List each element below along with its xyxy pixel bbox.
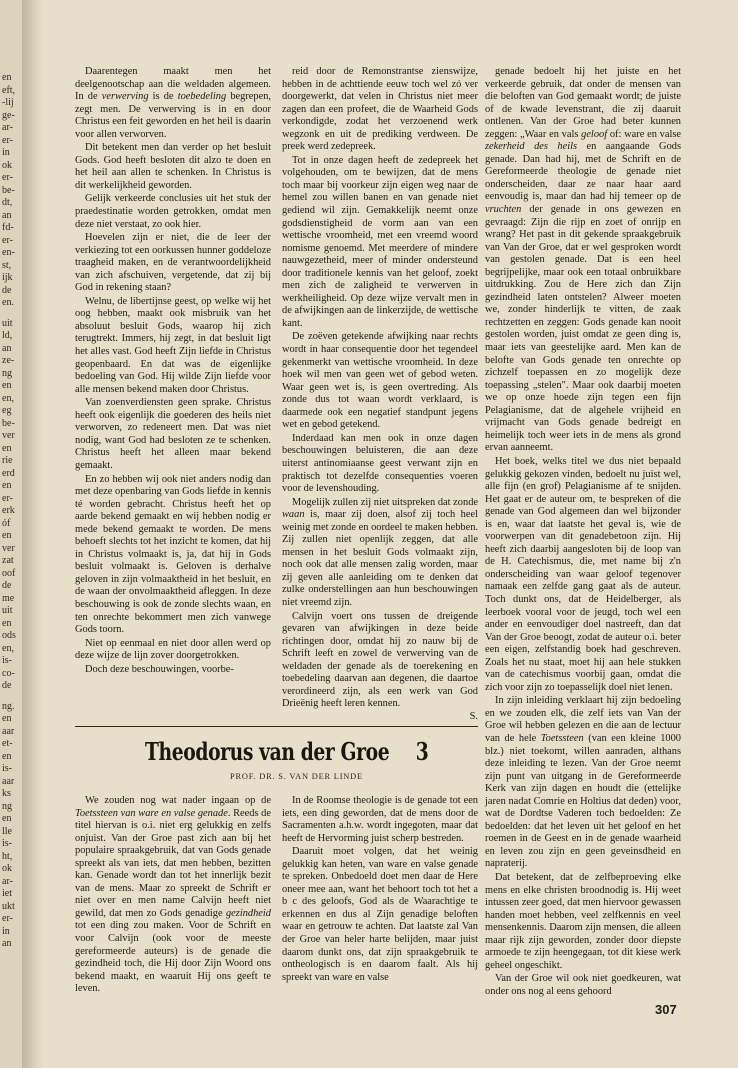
paragraph: Gelijk verkeerde conclusies uit het stuk der praedestinatie worden getrokken, omdat men deze niet verstaat, zo ook hier. [75, 193, 271, 230]
paragraph: Niet op eenmaal en niet door allen werd op deze wijze de lijn zover doorgetrokken. [75, 637, 271, 662]
paragraph: Van der Groe wil ook niet goedkeuren, wat onder ons nog al eens gehoord [485, 973, 681, 997]
previous-page-fragment: en [2, 713, 12, 724]
previous-page-fragment: is- [2, 655, 12, 666]
previous-page-fragment: et- [2, 738, 13, 749]
previous-page-fragment: en [2, 750, 12, 762]
previous-page-fragment: er- [2, 913, 13, 924]
previous-page-fragment: iet [2, 888, 12, 899]
paragraph: We zouden nog wat nader ingaan op de Toetssteen van ware en valse genade. Reeds de titel hiervan is o.i. niet erg gelukkig en zelfs onjuist. Van der Groe past zich aan bij het populaire spraakgebruik, dat van Gods genade spreekt als van iets, dat men hebben, bezitten kan. Genade wordt dan tot het innerlijk bezit van de mens. Maar zo spreekt de Schrift er niet over en men name Calvijn heeft niet gewild, dat men zo Gods genadige gezindheid tot een ding zou maken. Voor de Schrift en voor Calvijn (ook voor de meeste gereformeerde auteurs) is de genade die gezindheid toch, die Hij door Zijn Woord ons bekend maakt, en waaruit Hij ons geeft te leven. [75, 795, 271, 995]
paragraph: Calvijn voert ons tussen de dreigende gevaren van afwijkingen in deze beide richtingen door, omdat hij zo nauw bij de Schrift leeft en zowel de verwerving van de weldaden der genade als de toerekening en toebedeling daarvan aan degenen, die daartoe verordineerd zijn, als een werk van God Drieënig heeft leren kennen. [282, 610, 478, 710]
paragraph: Welnu, de libertijnse geest, op welke wij het oog hebben, maakt ook misbruik van het absoluut besluit Gods, waarop hij zich terugtrekt. Immers, hij zegt, in dat besluit ligt het alles vast. God heeft Zijn liefde in Christus geopenbaard. En dat was de eigenlijke bedoeling van God. Hij wilde Zijn liefde voor alle mensen bekend maken door Christus. [75, 295, 271, 395]
previous-page-fragment: is- [2, 838, 12, 849]
previous-page-fragment: -lij [2, 97, 14, 108]
previous-page-fragment: en [2, 530, 12, 541]
previous-page-fragment: zat [2, 555, 14, 566]
previous-page-fragment: in [2, 147, 10, 158]
previous-page-fragment: en [2, 617, 12, 629]
column-2-top [282, 66, 478, 723]
paragraph: Tot in onze dagen heeft de zedepreek het volgehouden, om te bewijzen, dat de mens toch maar bij voorkeur zijn eigen weg naar de hemel zou willen banen en van genade niet gediend wil zijn. Gemakkelijk neemt onze godsdienstigheid de vorm aan van een wettische vroomheid, met een vreemd woord nomisme genoemd. Met meerdere of mindere nauwgezetheid, meer of minder ondersteund door traditionele kennis van het geloof, zoekt men zich de zaligheid te verwerven in werkheiligheid. Op deze wijze vervalt men in de afwijkingen aan de linkerzijde, de wettische kant. [282, 154, 478, 329]
paragraph: Daarentegen maakt men het deelgenootschap aan die weldaden algemeen. In de verwerving is de toebedeling begrepen, zegt men. De verwerving is in en door Christus een feit geworden en het heil is daarin voor allen verworven. [75, 66, 271, 140]
paragraph: Van zoenverdiensten geen sprake. Christus heeft ook eigenlijk die goederen des heils niet verworven, zo redeneert men. Dat was niet nodig, want God had besloten ze te schenken. Christus heeft het alleen maar bekend gemaakt. [75, 397, 271, 471]
previous-page-fragment: ar- [2, 875, 13, 887]
previous-page-fragment: ht, [2, 850, 13, 862]
section-divider [75, 726, 478, 727]
paragraph: Daaruit moet volgen, dat het weinig gelukkig kan heten, van ware en valse genade te spreken. Onbedoeld doet men daar de Here oneer mee aan, want het behoort toch tot het a b c des geloofs, God als de Waarachtige te erkennen en dus al Zijn genadige beloften waar en getrouw te achten. Dat laatste zal Van der Groe van heler harte belijden, maar juist daarom dunkt ons, dat zijn spraakgebruik te ontheologisch is en daarom faalt. Als hij spreekt van ware en valse [282, 846, 478, 983]
previous-page-fragment: óf [2, 517, 11, 529]
previous-page-fragment: ods [2, 630, 16, 641]
previous-page-fragment: de [2, 284, 12, 296]
paragraph: In de Roomse theologie is de genade tot een iets, een ding geworden, dat de mens door de Sacramenten a.h.w. wordt ingegoten, maar dat heeft de Hervorming juist scherp bestreden. [282, 795, 478, 844]
page-number: 307 [655, 1002, 677, 1017]
previous-page-fragment: ijk [2, 272, 13, 283]
previous-page-fragment: ge- [2, 109, 15, 121]
paragraph: Mogelijk zullen zij niet uitspreken dat zonde waan is, maar zij doen, alsof zij toch heel weinig met zonde en oordeel te maken hebben. Zij zullen niet openlijk zeggen, dat alle mensen in het besluit Gods volmaakt zijn, noch ook dat alle mensen zalig worden, maar zij geven alle aanleiding om te denken dat zulke onderstellingen aan hun beschouwingen niet vreemd zijn. [282, 496, 478, 608]
previous-page-fragment: er- [2, 134, 13, 146]
previous-page-fragment: eg [2, 405, 12, 416]
previous-page-fragment: de [2, 680, 12, 691]
previous-page-fragment: en, [2, 392, 14, 404]
previous-page-fragment: er- [2, 234, 13, 246]
previous-page-fragment: lle [2, 825, 12, 837]
previous-page-fragment: de [2, 580, 12, 591]
paragraph: Doch deze beschouwingen, voorbe- [85, 663, 234, 675]
paragraph: Inderdaad kan men ook in onze dagen beschouwingen beluisteren, die aan deze uiterst antinomiaanse geest verwant zijn en praktisch tot dezelfde consequenties voeren voor de levenshouding. [282, 432, 478, 495]
previous-page-fragment: be- [2, 417, 15, 429]
previous-page-fragment: oof [2, 567, 16, 579]
paragraph: In zijn inleiding verklaart hij zijn bedoeling en we zouden elk, die zelf iets van Van der Groe wil hebben gelezen en die aan de lectuur van de hele Toetssteen (van een kleine 1000 blz.) niet toekomt, willen aanraden, althans deze inleiding te lezen. Van der Groe neemt zijn punt van uitgang in de Gereformeerde Kerk van zijn dagen en houdt die (ettelijke jaren nadat Comrie en Holtius dat deden) voor, wat de Dordtse Vaderen toch bedoelden: Ze bedoelden: dat het leven uit het geloof en het roemen in de Geest en in de genade waarheid en leven zou zijn en geen geveinsdheid en napraterij. [485, 695, 681, 870]
previous-page-fragment: eft, [2, 84, 16, 96]
previous-page-fragment: en [2, 72, 12, 83]
previous-page-fragment: ukt [2, 900, 15, 912]
previous-page-fragment: en [2, 813, 12, 824]
paragraph: reid door de Remonstrantse zienswijze, hebben in de achttiende eeuw toch wel zó ver doorgewerkt, dat velen in Christus niet meer zagen dan een profeet, die de Waarheid Gods verkondigde, zodat het verzoenend werk wegzonk en uit de prediking verdween. De preek werd zedepreek. [282, 66, 478, 153]
author-signature: S. [469, 710, 478, 722]
previous-page-fragment: en- [2, 247, 15, 258]
previous-page-fragment: en, [2, 642, 14, 654]
previous-page-fragment: in [2, 925, 10, 937]
previous-page-fragment: ze- [2, 355, 15, 366]
previous-page-fragment: ng [2, 367, 12, 379]
previous-page-fragment: ld, [2, 330, 13, 341]
previous-page-fragment: ar- [2, 122, 13, 133]
article-byline: PROF. DR. S. VAN DER LINDE [230, 772, 363, 781]
previous-page-fragment: ng [2, 800, 12, 812]
previous-page-fragment: ver [2, 430, 15, 441]
column-2-bottom [282, 795, 478, 984]
previous-page-fragment: en [2, 380, 12, 391]
previous-page-fragment: an [2, 209, 12, 221]
binding-spine [22, 0, 42, 1068]
paragraph: De zoëven getekende afwijking naar rechts wordt in haar consequentie door het tegendeel gekenmerkt van wettische vroomheid. In deze hoek wil men van geen wet of gebod weten. Waar geen wet is, is geen overtreding. Als zonde dus tot waan wordt verklaard, is daarmede ook een negatief standpunt jegens wet en gebod getekend. [282, 331, 478, 431]
previous-page-fragment: en [2, 480, 12, 491]
previous-page-fragment: uit [2, 605, 13, 616]
paragraph: genade bedoelt hij het juiste en het verkeerde gebruik, dat onder de mensen van die beloften van God gemaakt wordt; de juiste of de kwade levenstrant, die zij daaruit ontlenen. Van der Groe had beter kunnen zeggen: „Waar en vals geloof of: ware en valse zekerheid des heils en aangaande Gods genade. Dan had hij, met de Schrift en de Gereformeerde theologie de genade niet onderscheiden, daar ze naar haar aard eenvoudig is, maar dan had hij temeer op de vruchten der genade in ons gewezen en gevraagd: Zijn die rijp en zoet of onrijp en wrang? Het past in dit gekende spraakgebruik van Van der Groe, dat er wel gesproken wordt van gestolen genade. Dat is een heel begrijpelijke, maar ook een totaal onbruikbare uitdrukking. Zou de Here zich dan Zijn gezindheid laten ontstelen? Alweer moeten we, zonder hinderlijk te vitten, de zaak rechtzetten en zeggen: Gods genade kan nooit gestolen worden, juist omdat ze geen ding is, maar iets van geestelijke aard. Men kan de belofte van Gods genade ten onrechte op zichzelf toepassen en zo mogelijk deze toepassing „stelen". Maar ook daarbij moeten we op onze hoede zijn tegen een fijn Pelagianisme, dat de algehele vrijheid en vrijmacht van Gods genade bedreigt en heimelijk toch weer iets in de mens als grond ervan aanneemt. [485, 66, 681, 454]
previous-page-fragment: an [2, 938, 12, 949]
previous-page-fragment: an [2, 342, 12, 354]
paragraph: En zo hebben wij ook niet anders nodig dan met deze openbaring van Gods liefde in kennis té worden gebracht. Christus heeft het op aarde bekend gemaakt en wij hebben nodig er mede bekend gemaakt te worden. De mens behoeft slechts tot het inzicht te komen, dat hij in Christus volmaakt is, ja, dat hij in Gods besluit volmaakt is. Geloven is derhalve geloven in zijn volmaaktheid in het besluit, en de waan der onvolmaaktheid afleggen. In deze beschouwing is ook de zonde slechts waan, en ten onrechte bekommert men zich vanwege Gods toorn. [75, 473, 271, 636]
paragraph: Dat betekent, dat de zelfbeproeving elke mens en elke christen broodnodig is. Hij weet intussen zeer goed, dat men hiervoor gewassen handen moet hebben, veel zelfkennis en veel mensenkennis. Daarom zijn mensen, die alleen maar rijk zijn geworden, zonder door diepste armoede te zijn heengegaan, tot dit kiese werk geheel ongeschikt. [485, 872, 681, 971]
previous-page-fragment: ks [2, 788, 11, 799]
previous-page-fragment: co- [2, 667, 15, 679]
previous-page-edge [0, 0, 23, 1068]
article-number: 3 [415, 737, 429, 766]
article-title [145, 737, 429, 766]
previous-page-fragment: ng. [2, 700, 15, 712]
previous-page-fragment: en. [2, 297, 14, 308]
paragraph: Hoevelen zijn er niet, die de leer der verkiezing tot een oorkussen hunner goddeloze traagheid maken, en de verantwoordelijkheid van zich afschuiven, vergetende, dat zij bij God in rekening staan? [75, 232, 271, 294]
previous-page-fragment: er- [2, 172, 13, 183]
column-1-top [75, 66, 271, 676]
previous-page-fragment: is- [2, 763, 12, 774]
previous-page-fragment: erd [2, 467, 15, 479]
previous-page-fragment: dt, [2, 197, 13, 208]
paragraph: Het boek, welks titel we dus niet bepaald gelukkig gekozen vinden, bedoelt nu juist wel, alle fijn (en grof) Pelagianisme af te snijden. Het gaat er de auteur om, te bespreken of die genade van God algemeen dan wel bijzonder is en, waar dat laatste het geval is, wie de voorwerpen van dit genadebetoon zijn. Hij heeft zich daarbij aangesloten bij de loop van de H. Catechismus, die, met name bij z'n onderscheiding van waar geloof tegenover namaak een zelfde gang gaat als de auteur. Toch dunkt ons, dat de Heidelberger, als leerboek vooral voor de jeugd, toch wel een ander en eenvoudiger doel nastreeft, dan dat Van der Groe beoogt, zodat de auteur o.i. beter een eigen, zelfstandig boek had geschreven. Zoals het nu staat, moet hij aan hele stukken van de catechismus voorbij gaan, omdat die zich voor zijn zo toepasselijk doel niet lenen. [485, 455, 681, 693]
previous-page-fragment: erk [2, 505, 15, 516]
previous-page-fragment: ok [2, 159, 12, 171]
column-3 [485, 66, 681, 998]
previous-page-fragment: uit [2, 317, 13, 329]
previous-page-fragment: ok [2, 863, 12, 874]
previous-page-fragment: st, [2, 259, 12, 271]
previous-page-fragment: ver [2, 542, 15, 554]
article-title-text: Theodorus van der Groe [145, 737, 390, 766]
previous-page-fragment: rie [2, 455, 13, 466]
previous-page-fragment: aar [2, 775, 15, 787]
previous-page-fragment: me [2, 592, 15, 604]
previous-page-fragment: be- [2, 184, 15, 196]
column-1-bottom [75, 795, 271, 996]
paragraph: Dit betekent men dan verder op het besluit Gods. God heeft besloten dit alzo te doen en het heil aan allen te schenken. In Christus is dit werkelijkheid geworden. [75, 142, 271, 191]
previous-page-fragment: aar [2, 725, 15, 737]
previous-page-fragment: er- [2, 492, 13, 504]
previous-page-fragment: fd- [2, 222, 14, 233]
previous-page-fragment: en [2, 442, 12, 454]
